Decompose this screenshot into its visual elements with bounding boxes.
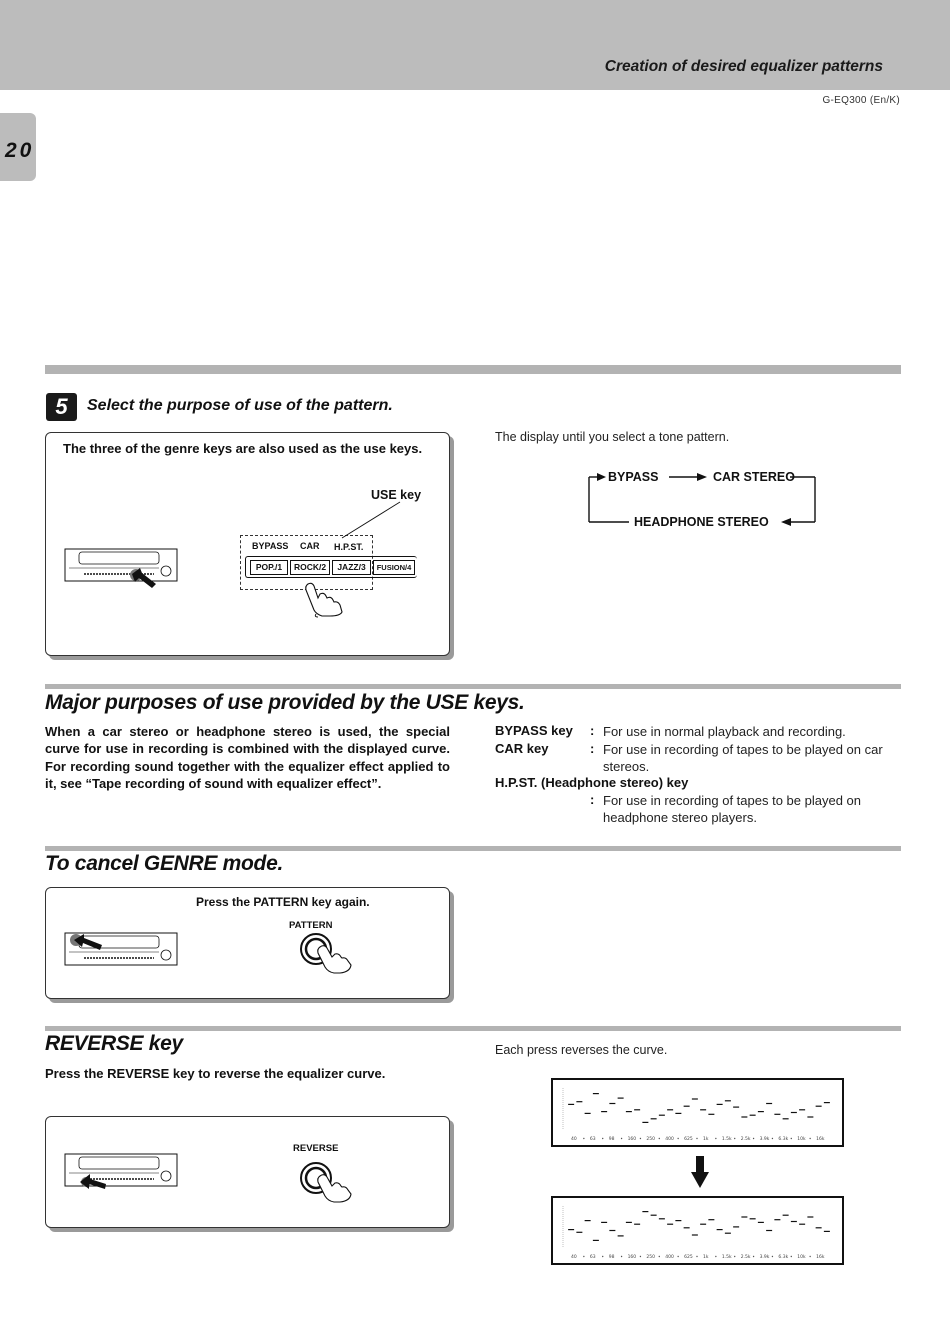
eq-freq-label: 98 <box>608 1137 615 1142</box>
definition-colon: : <box>590 741 595 756</box>
pattern-key-label: PATTERN <box>289 920 333 931</box>
major-purposes-paragraph: When a car stereo or headphone stereo is used, the special curve for use in recording is combined with the displayed curve. For recording sound together with the equalizer effect applied to it, see “Tape recording of sound with equalizer effect”. <box>45 724 450 791</box>
eq-freq-separator <box>583 1256 584 1257</box>
display-caption: The display until you select a tone pattern. <box>495 430 730 444</box>
display-state-car-stereo: CAR STEREO <box>713 470 795 484</box>
eq-freq-separator <box>734 1256 735 1257</box>
genre-key-fusion[interactable]: FUSION/4 <box>373 560 415 575</box>
eq-freq-label: 1k <box>703 1255 709 1260</box>
eq-freq-separator <box>602 1138 603 1139</box>
bypass-key-definition: For use in normal playback and recording. <box>603 724 846 739</box>
page-header-title: Creation of desired equalizer patterns <box>604 58 883 75</box>
eq-freq-label: 63 <box>589 1255 596 1260</box>
eq-freq-separator <box>696 1138 697 1139</box>
use-key-note: The three of the genre keys are also used as the use keys. <box>63 441 423 456</box>
eq-freq-separator <box>640 1256 641 1257</box>
use-key-leader-line <box>330 500 405 542</box>
eq-freq-label: 250 <box>646 1137 656 1142</box>
definition-colon: : <box>590 723 595 738</box>
eq-freq-label: 98 <box>608 1255 615 1260</box>
eq-freq-label: 160 <box>627 1255 637 1260</box>
eq-curve-original <box>553 1080 842 1145</box>
section-rule <box>45 365 901 374</box>
page-number: 20 <box>5 139 35 162</box>
eq-freq-separator <box>734 1138 735 1139</box>
eq-freq-label: 16k <box>816 1255 825 1260</box>
pattern-key-icon[interactable] <box>298 931 370 975</box>
reverse-key-icon[interactable] <box>298 1160 370 1206</box>
car-key-definition: For use in recording of tapes to be played on car stereos. <box>603 742 883 775</box>
eq-freq-label: 16k <box>816 1137 825 1142</box>
reverse-heading: REVERSE key <box>45 1032 183 1055</box>
section-rule <box>45 846 901 851</box>
eq-freq-label: 400 <box>665 1137 674 1142</box>
eq-curve-reversed <box>553 1198 842 1263</box>
eq-freq-label: 2.5k <box>740 1255 751 1260</box>
use-key-bypass: BYPASS <box>252 541 289 551</box>
eq-freq-label: 3.9k <box>759 1255 770 1260</box>
genre-key-jazz[interactable]: JAZZ/3 <box>332 560 371 575</box>
cancel-genre-heading: To cancel GENRE mode. <box>45 852 283 875</box>
eq-freq-label: 40 <box>571 1137 577 1142</box>
eq-freq-separator <box>583 1138 584 1139</box>
header-band <box>0 0 950 90</box>
eq-freq-separator <box>715 1256 716 1257</box>
eq-freq-separator <box>753 1256 754 1257</box>
eq-freq-separator <box>677 1256 678 1257</box>
eq-freq-separator <box>659 1256 660 1257</box>
eq-freq-separator <box>791 1138 792 1139</box>
eq-freq-label: 3.9k <box>759 1137 770 1142</box>
eq-freq-separator <box>621 1138 622 1139</box>
reverse-caption: Each press reverses the curve. <box>495 1043 668 1057</box>
eq-freq-separator <box>715 1138 716 1139</box>
eq-curve-graph-original <box>551 1078 844 1147</box>
eq-freq-label: 400 <box>665 1255 674 1260</box>
eq-freq-label: 10k <box>797 1137 806 1142</box>
eq-freq-label: 6.3k <box>778 1137 789 1142</box>
major-purposes-heading: Major purposes of use provided by the USE keys. <box>45 691 525 714</box>
eq-freq-label: 63 <box>589 1137 596 1142</box>
display-state-headphone-stereo: HEADPHONE STEREO <box>634 515 769 529</box>
press-arrow-icon <box>72 932 104 954</box>
eq-freq-separator <box>659 1138 660 1139</box>
eq-freq-label: 10k <box>797 1255 806 1260</box>
eq-freq-label: 1.5k <box>721 1137 732 1142</box>
cancel-genre-instruction: Press the PATTERN key again. <box>196 895 370 909</box>
eq-freq-separator <box>772 1256 773 1257</box>
use-key-car: CAR <box>300 541 320 551</box>
definition-colon: : <box>590 792 595 807</box>
amplifier-device-illustration <box>64 548 178 584</box>
eq-freq-separator <box>621 1256 622 1257</box>
model-code: G-EQ300 (En/K) <box>822 95 900 106</box>
car-key-term: CAR key <box>495 741 549 756</box>
eq-freq-label: 1k <box>703 1137 709 1142</box>
eq-freq-separator <box>753 1138 754 1139</box>
reverse-down-arrow-icon <box>690 1155 710 1189</box>
eq-freq-separator <box>696 1256 697 1257</box>
use-key-label: USE key <box>371 488 422 502</box>
hpst-key-term: H.P.ST. (Headphone stereo) key <box>495 775 689 790</box>
eq-freq-label: 250 <box>646 1255 656 1260</box>
step-number: 5 <box>55 394 68 419</box>
eq-freq-label: 40 <box>571 1255 577 1260</box>
eq-freq-label: 625 <box>684 1255 693 1260</box>
section-rule <box>45 1026 901 1031</box>
display-state-bypass: BYPASS <box>608 470 659 484</box>
eq-freq-label: 625 <box>684 1137 693 1142</box>
press-arrow-icon <box>78 1172 108 1196</box>
use-key-hpst: H.P.ST. <box>334 542 364 552</box>
eq-freq-label: 2.5k <box>740 1137 751 1142</box>
press-arrow-icon <box>130 566 160 594</box>
genre-key-rock[interactable]: ROCK/2 <box>290 560 330 575</box>
bypass-key-term: BYPASS key <box>495 723 573 738</box>
eq-freq-separator <box>602 1256 603 1257</box>
eq-freq-label: 1.5k <box>721 1255 732 1260</box>
step-title: Select the purpose of use of the pattern. <box>87 397 393 414</box>
eq-freq-separator <box>809 1138 810 1139</box>
genre-key-pop[interactable]: POP./1 <box>250 560 288 575</box>
reverse-key-label: REVERSE <box>293 1143 339 1154</box>
reverse-instruction: Press the REVERSE key to reverse the equalizer curve. <box>45 1066 386 1081</box>
pressing-hand-icon <box>300 580 352 618</box>
eq-freq-label: 6.3k <box>778 1255 789 1260</box>
eq-curve-graph-reversed <box>551 1196 844 1265</box>
section-rule <box>45 684 901 689</box>
hpst-key-definition: For use in recording of tapes to be played on headphone stereo players. <box>603 793 861 826</box>
eq-freq-label: 160 <box>627 1137 637 1142</box>
eq-freq-separator <box>791 1256 792 1257</box>
eq-freq-separator <box>809 1256 810 1257</box>
eq-freq-separator <box>677 1138 678 1139</box>
eq-freq-separator <box>640 1138 641 1139</box>
eq-freq-separator <box>772 1138 773 1139</box>
